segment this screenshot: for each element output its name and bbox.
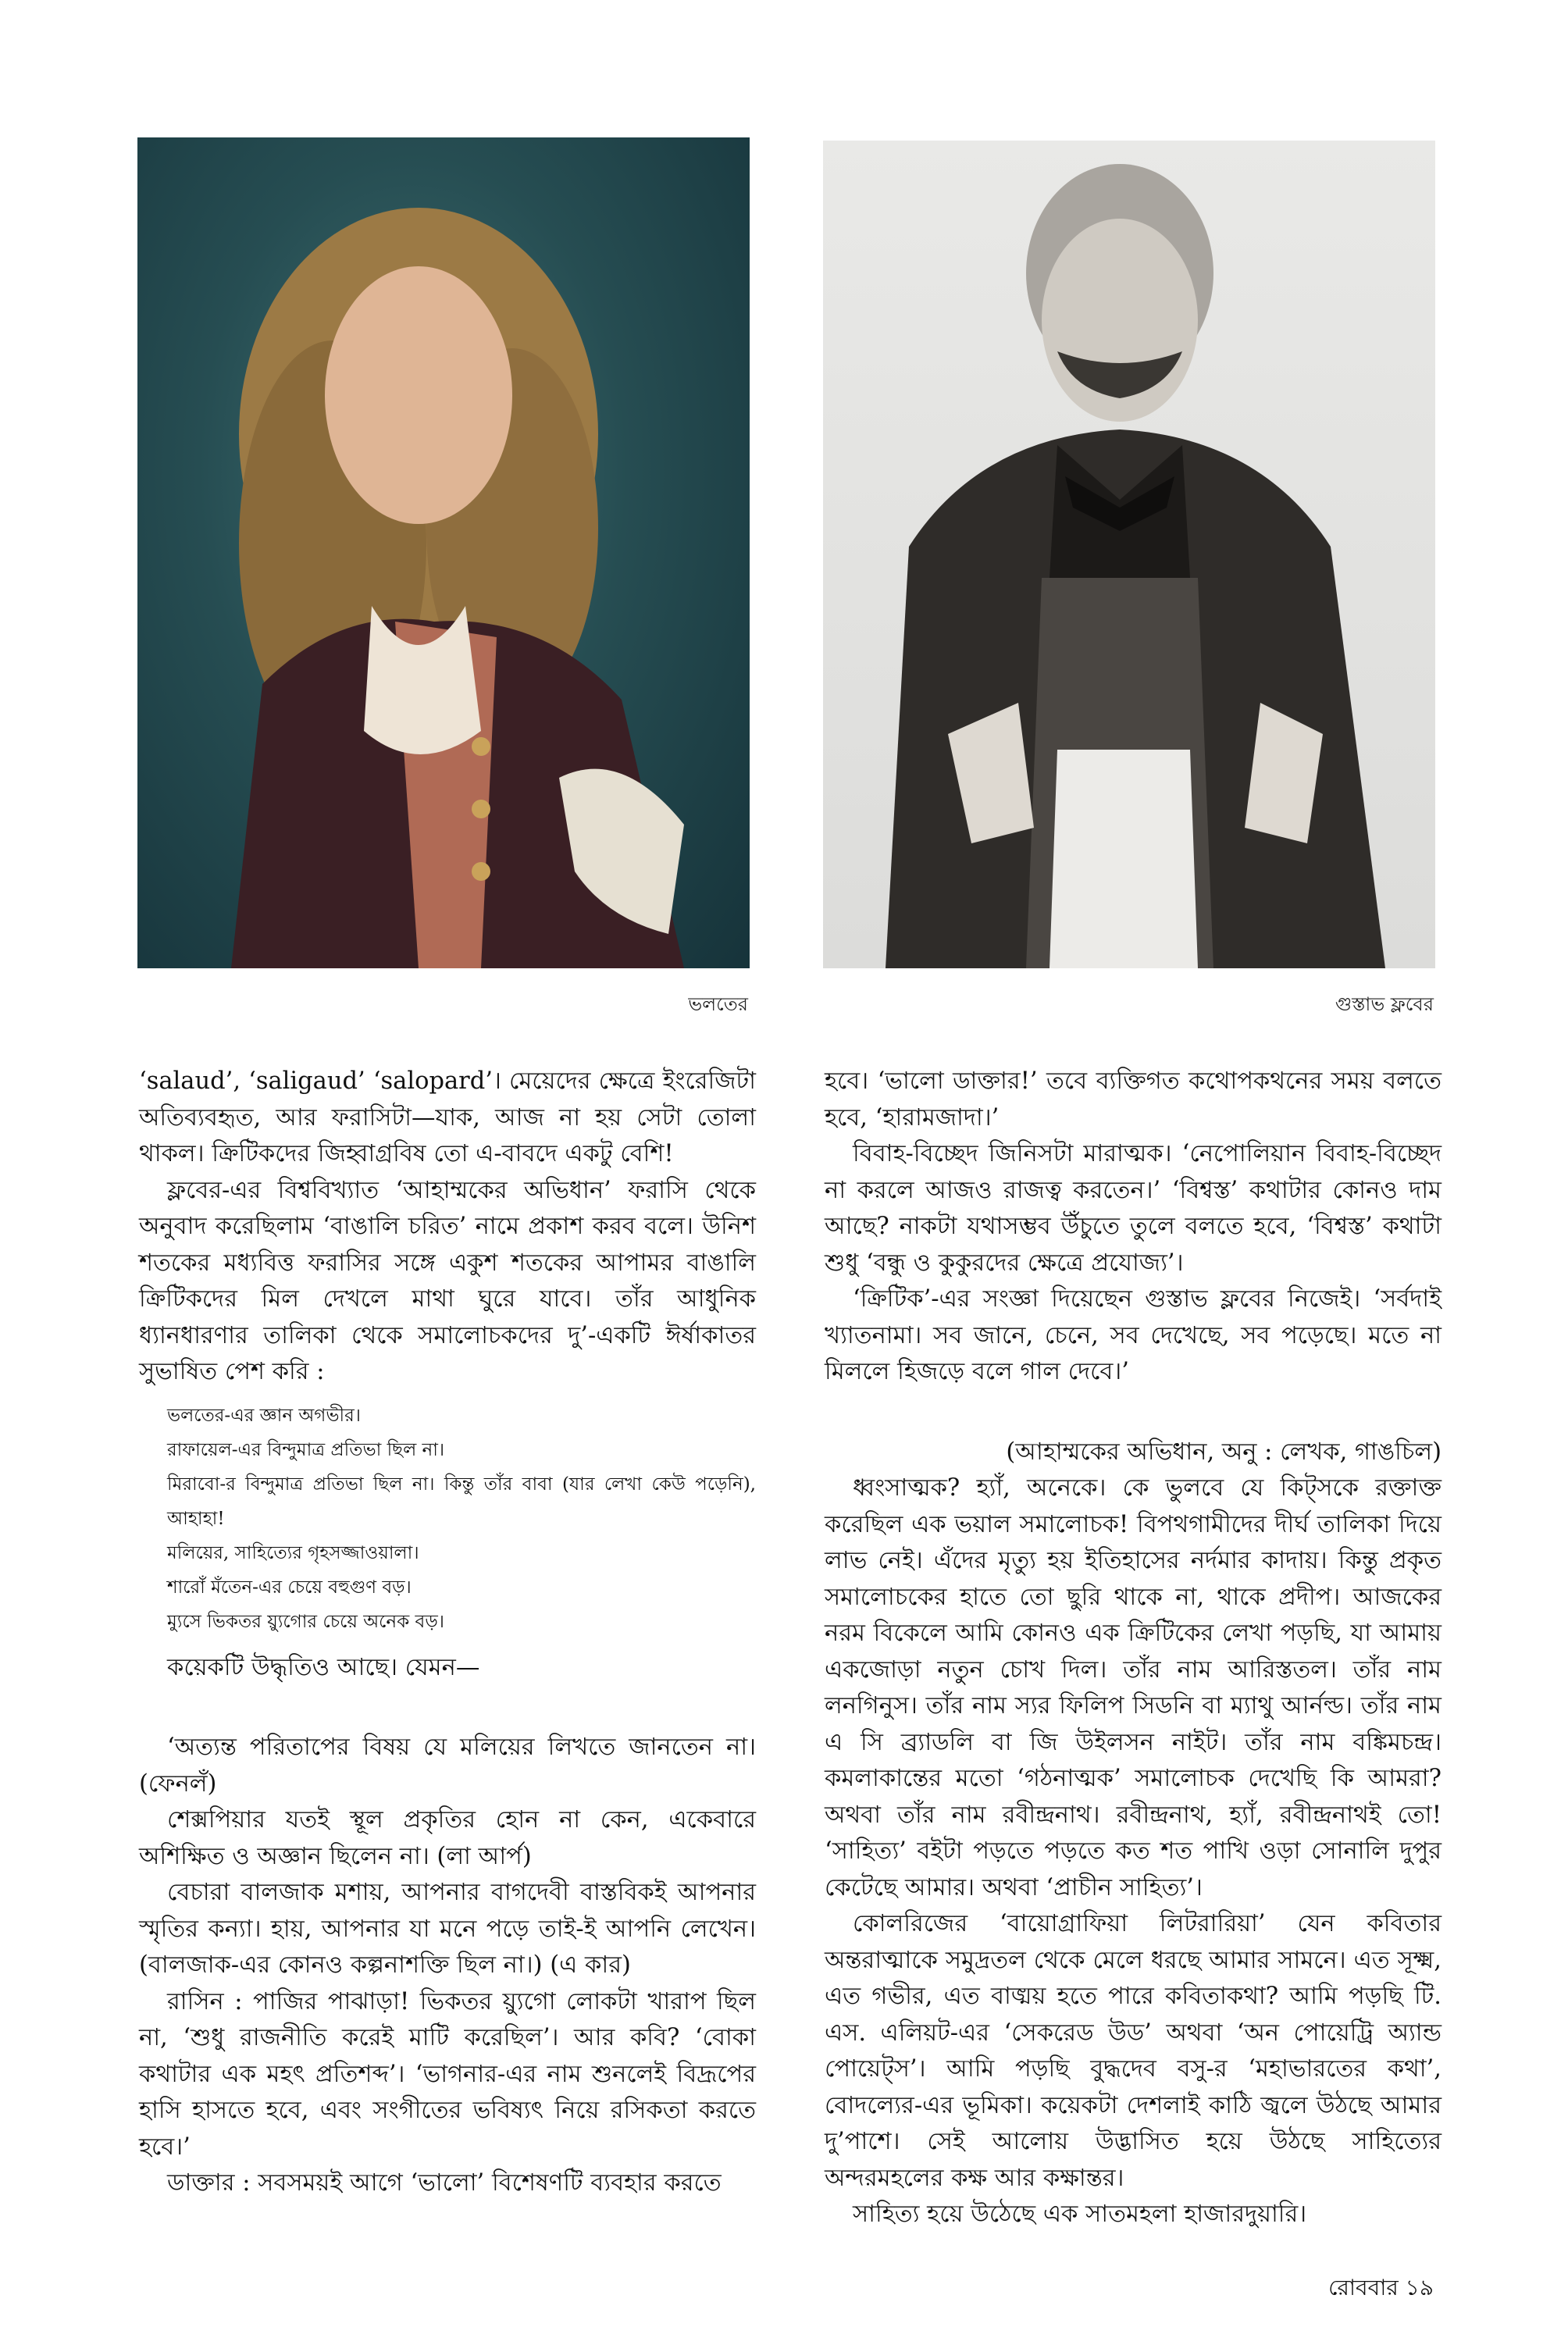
caption-flaubert: গুস্তাভ ফ্লবের [1335,993,1434,1015]
paragraph: ‘salaud’, ‘saligaud’ ‘salopard’। মেয়েদের ক্ষেত্রে ইংরেজিটা অতিব্যবহৃত, আর ফরাসিটা—যাক, আজ না হয় সেটা তোলা থাকল। ক্রিটিকদের জিহ্বাগ্রবিষ তো এ-বাবদে একটু বেশি! [139,1067,756,1167]
paragraph: কোলরিজের ‘বায়োগ্রাফিয়া লিটরারিয়া’ যেন কবিতার অন্তরাত্মাকে সমুদ্রতল থেকে মেলে ধরছে আমার সামনে। এত সূক্ষ্ম, এত গভীর, এত বাঙ্ময় হতে পারে কবিতাকথা? আমি পড়ছি টি. এস. এলিয়ট-এর ‘সেকরেড উড’ অথবা ‘অন পোয়েট্রি অ্যান্ড পোয়েট্স’। আমি পড়ছি বুদ্ধদেব বসু-র ‘মহাভারতের কথা’, বোদল্যের-এর ভূমিকা। কয়েকটা দেশলাই কাঠি জ্বলে উঠছে আমার দু’পাশে। সেই আলোয় উদ্ভাসিত হয়ে উঠছে সাহিত্যের অন্দরমহলের কক্ষ আর কক্ষান্তর। [825,1910,1441,2192]
quote-list [167,1399,756,1639]
voltaire-illustration [137,137,750,968]
paragraph: শেক্সপিয়ার যতই স্থূল প্রকৃতির হোন না কেন, একেবারে অশিক্ষিত ও অজ্ঞান ছিলেন না। (লা আর্প) [139,1806,756,1870]
quote-item: রাফায়েল-এর বিন্দুমাত্র প্রতিভা ছিল না। [167,1439,445,1460]
paragraph: ফ্লবের-এর বিশ্ববিখ্যাত ‘আহাম্মকের অভিধান’ ফরাসি থেকে অনুবাদ করেছিলাম ‘বাঙালি চরিত’ নামে প্রকাশ করব বলে। উনিশ শতকের মধ্যবিত্ত ফরাসির সঙ্গে একুশ শতকের আপামর বাঙালি ক্রিটিকদের মিল দেখলে মাথা ঘুরে যাবে। তাঁর আধুনিক ধ্যানধারণার তালিকা থেকে সমালোচকদের দু’-একটি ঈর্ষাকাতর সুভাষিত পেশ করি : [139,1176,756,1385]
quote-item: ম্যুসে ভিকতর য়্যুগোর চেয়ে অনেক বড়। [167,1611,444,1632]
paragraph: বেচারা বালজাক মশায়, আপনার বাগদেবী বাস্তবিকই আপনার স্মৃতির কন্যা। হায়, আপনার যা মনে পড়ে তাই-ই আপনি লেখেন। (বালজাক-এর কোনও কল্পনাশক্তি ছিল না।) (এ কার) [139,1879,756,1979]
quote-item: মলিয়ের, সাহিত্যের গৃহসজ্জাওয়ালা। [167,1542,419,1563]
article-column-left [139,1064,756,2202]
portrait-flaubert [823,141,1435,968]
caption-voltaire: ভলতের [688,993,748,1015]
page-number: ১৯ [1405,2275,1434,2300]
paragraph: ‘ক্রিটিক’-এর সংজ্ঞা দিয়েছেন গুস্তাভ ফ্লবের নিজেই। ‘সর্বদাই খ্যাতনামা। সব জানে, চেনে, সব দেখেছে, সব পড়েছে। মতে না মিললে হিজড়ে বলে গাল দেবে।’ [825,1285,1441,1385]
paragraph: বিবাহ-বিচ্ছেদ জিনিসটা মারাত্মক। ‘নেপোলিয়ান বিবাহ-বিচ্ছেদ না করলে আজও রাজত্ব করতেন।’ ‘বিশ্বস্ত’ কথাটার কোনও দাম আছে? নাকটা যথাসম্ভব উঁচুতে তুলে বলতে হবে, ‘বিশ্বস্ত’ কথাটা শুধু ‘বন্ধু ও কুকুরদের ক্ষেত্রে প্রযোজ্য’। [825,1140,1441,1277]
source-attribution: (আহাম্মকের অভিধান, অনু : লেখক, গাঙচিল) [1006,1438,1441,1466]
paragraph: ডাক্তার : সবসময়ই আগে ‘ভালো’ বিশেষণটি ব্যবহার করতে [167,2169,722,2197]
paragraph: ধ্বংসাত্মক? হ্যাঁ, অনেকে। কে ভুলবে যে কিট্‌সকে রক্তাক্ত করেছিল এক ভয়াল সমালোচক! বিপথগামীদের দীর্ঘ তালিকা দিয়ে লাভ নেই। এঁদের মৃত্যু হয় ইতিহাসের নর্দমার কাদায়। কিন্তু প্রকৃত সমালোচকের হাতে তো ছুরি থাকে না, থাকে প্রদীপ। আজকের নরম বিকেলে আমি কোনও এক ক্রিটিকের লেখা পড়ছি, যা আমায় একজোড়া নতুন চোখ দিল। তাঁর নাম আরিস্ততল। তাঁর নাম লনগিনুস। তাঁর নাম স্যর ফিলিপ সিডনি বা ম্যাথু আর্নল্ড। তাঁর নাম এ সি ব্র্যাডলি বা জি উইলসন নাইট। তাঁর নাম বঙ্কিমচন্দ্র। কমলাকান্তের মতো ‘গঠনাত্মক’ সমালোচক দেখেছি কি আমরা? অথবা তাঁর নাম রবীন্দ্রনাথ। রবীন্দ্রনাথ, হ্যাঁ, রবীন্দ্রনাথই তো! ‘সাহিত্য’ বইটা পড়তে পড়তে কত শত পাখি ওড়া সোনালি দুপুর কেটেছে আমার। অথবা ‘প্রাচীন সাহিত্য’। [825,1474,1441,1901]
paragraph: ‘অত্যন্ত পরিতাপের বিষয় যে মলিয়ের লিখতে জানতেন না। (ফেনলঁ) [139,1734,756,1798]
flaubert-photograph [823,141,1435,968]
magazine-name: রোববার [1328,2275,1399,2300]
paragraph: হবে। ‘ভালো ডাক্তার!’ তবে ব্যক্তিগত কথোপকথনের সময় বলতে হবে, ‘হারামজাদা।’ [825,1067,1441,1131]
page-footer [1328,2271,1434,2307]
paragraph: সাহিত্য হয়ে উঠেছে এক সাতমহলা হাজারদুয়ারি। [853,2201,1307,2228]
paragraph: রাসিন : পাজির পাঝাড়া! ভিকতর য়্যুগো লোকটা খারাপ ছিল না, ‘শুধু রাজনীতি করেই মাটি করেছিল’। আর কবি? ‘বোকা কথাটার এক মহৎ প্রতিশব্দ’। ‘ভাগনার-এর নাম শুনলেই বিদ্রূপের হাসি হাসতে হবে, এবং সংগীতের ভবিষ্যৎ নিয়ে রসিকতা করতে হবে।’ [139,1987,756,2161]
article-column-right [825,1064,1441,2233]
quote-item: ভলতের-এর জ্ঞান অগভীর। [167,1405,361,1426]
paragraph: কয়েকটি উদ্ধৃতিও আছে। যেমন— [167,1653,480,1681]
portrait-voltaire [137,137,750,968]
quote-item: মিরাবো-র বিন্দুমাত্র প্রতিভা ছিল না। কিন্তু তাঁর বাবা (যার লেখা কেউ পড়েনি), আহাহা! [167,1474,756,1529]
quote-item: শারোঁ মঁতেন-এর চেয়ে বহুগুণ বড়। [167,1577,412,1598]
